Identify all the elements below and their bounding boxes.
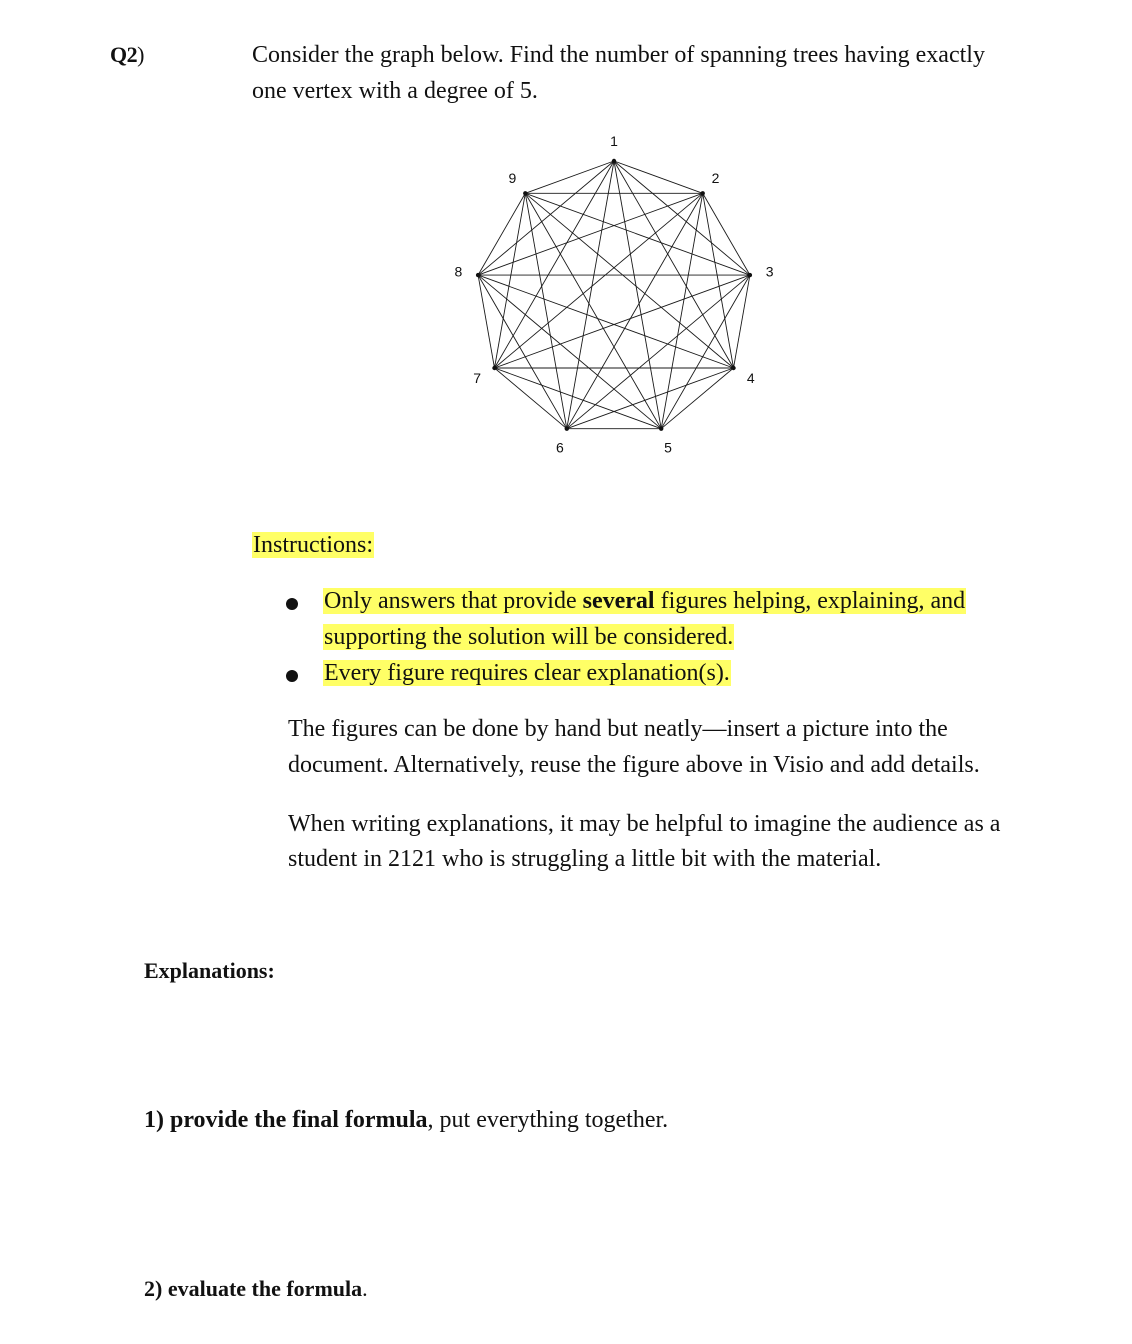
edge-3-6	[567, 275, 750, 429]
vertex-3	[748, 273, 752, 277]
instruction-bullet-2: Every figure requires clear explanation(s).	[324, 660, 730, 686]
vertex-7	[492, 366, 496, 370]
edge-6-7	[494, 368, 566, 429]
instruction-bullet-1-line-1: Only answers that provide several figures helping, explaining, and	[324, 588, 966, 614]
instructions-heading: Instructions:	[253, 532, 373, 558]
instructions-paragraph-1-line-2: document. Alternatively, reuse the figure above in Visio and add details.	[288, 752, 980, 778]
vertex-4	[731, 366, 735, 370]
explanation-item-2: 2) evaluate the formula.	[144, 1276, 368, 1301]
vertex-label-9: 9	[508, 169, 517, 186]
vertex-label-2: 2	[711, 169, 720, 186]
edge-1-9	[525, 161, 614, 193]
vertex-label-6: 6	[556, 439, 564, 456]
vertex-label-3: 3	[765, 263, 774, 280]
edge-1-2	[614, 161, 703, 193]
vertex-label-4: 4	[746, 370, 755, 386]
graph-vertices	[476, 159, 752, 431]
edge-3-9	[525, 193, 750, 275]
explanation-item-1: 1) provide the final formula, put everything together.	[144, 1107, 669, 1133]
vertex-2	[701, 191, 705, 195]
vertex-9	[523, 191, 527, 195]
vertex-label-5: 5	[664, 439, 672, 456]
edge-2-8	[478, 193, 703, 275]
bullet-dot	[286, 670, 298, 682]
vertex-8	[476, 273, 480, 277]
vertex-label-7: 7	[473, 370, 482, 386]
edge-4-5	[661, 368, 733, 429]
instruction-bullet-1-line-2: supporting the solution will be considered.	[324, 624, 734, 650]
graph-edges	[478, 161, 750, 429]
bullet-dot	[286, 598, 298, 610]
instructions-paragraph-2-line-1: When writing explanations, it may be helpful to imagine the audience as a	[288, 811, 1001, 837]
instructions-paragraph-1-line-1: The figures can be done by hand but neatly—insert a picture into the	[288, 716, 948, 742]
instructions-paragraph-2-line-2: student in 2121 who is struggling a little bit with the material.	[288, 846, 882, 872]
graph-vertex-labels	[455, 133, 774, 455]
vertex-1	[612, 159, 616, 163]
question-prompt-line-1: Consider the graph below. Find the number of spanning trees having exactly	[252, 42, 985, 68]
vertex-5	[659, 426, 663, 430]
question-prompt-line-2: one vertex with a degree of 5.	[252, 78, 538, 104]
vertex-6	[565, 426, 569, 430]
explanations-heading: Explanations:	[144, 958, 275, 983]
complete-graph-k9	[0, 0, 1132, 480]
question-number: Q2)	[110, 42, 144, 67]
vertex-label-8: 8	[454, 263, 463, 280]
edge-5-8	[478, 275, 661, 429]
vertex-label-1: 1	[610, 133, 618, 149]
